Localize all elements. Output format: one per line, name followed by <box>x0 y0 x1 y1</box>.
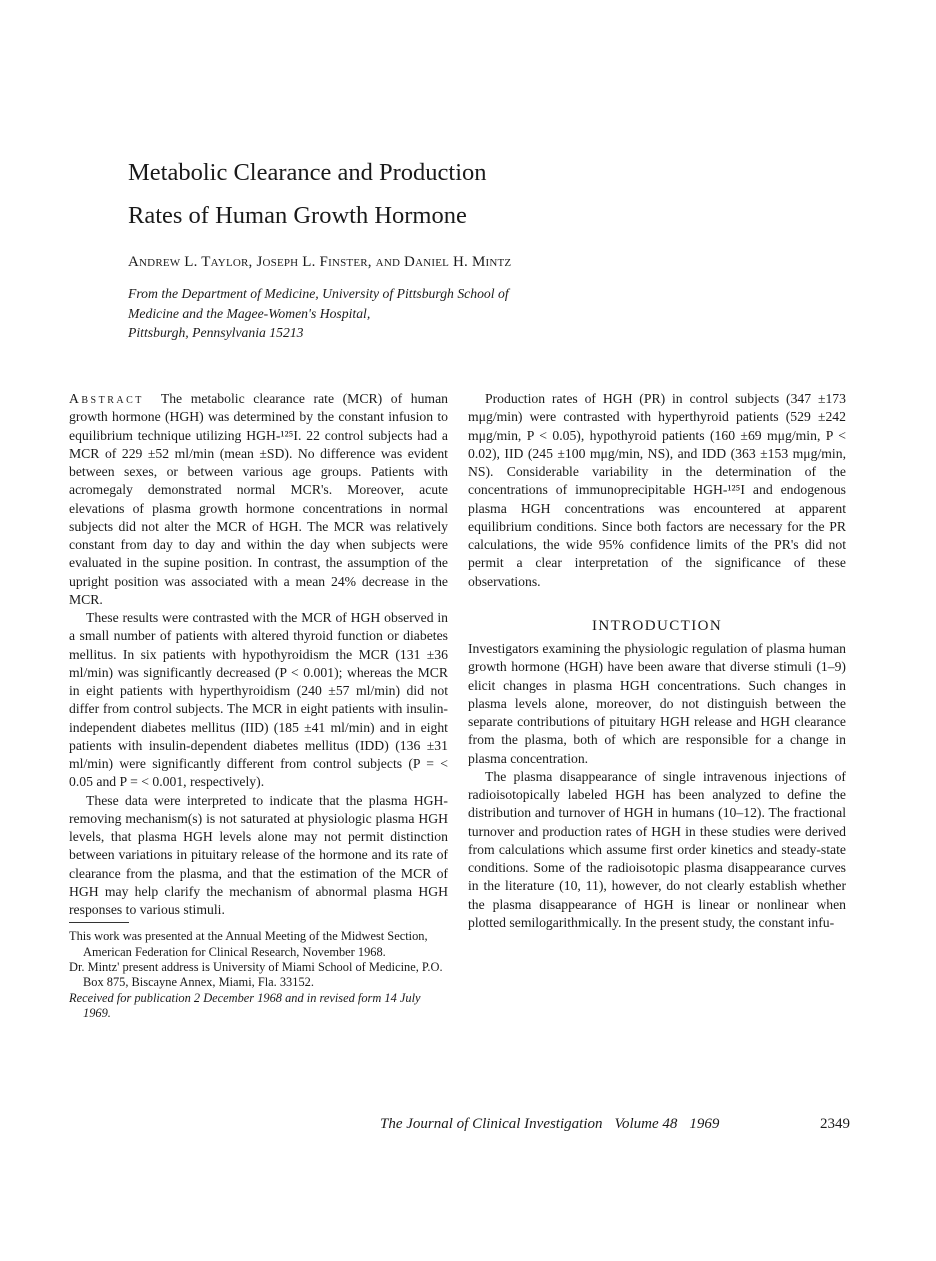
author-list: Andrew L. Taylor, Joseph L. Finster, and Daniel H. Mintz <box>128 254 512 270</box>
introduction-heading: INTRODUCTION <box>591 617 723 634</box>
affiliation <box>128 284 648 343</box>
footnote-address: Dr. Mintz' present address is University of Miami School of Medicine, P.O. Box 875, Biscayne Annex, Miami, Fla. 33152. <box>69 960 443 990</box>
journal-year: 1969 <box>689 1116 720 1132</box>
introduction-paragraph-1: Investigators examining the physiologic regulation of plasma human growth hormone (HGH) have been aware that diverse stimuli (1–9) elicit changes in plasma HGH concentrations. Such changes in plasma levels alone, moreover, do not distinguish between the separate contributions of pituitary HGH release and HGH clearance from the plasma, both of which are responsible for a change in plasma concentration. <box>468 641 846 766</box>
affiliation-line-1: From the Department of Medicine, University of Pittsburgh School of <box>128 286 509 301</box>
affiliation-line-3: Pittsburgh, Pennsylvania 15213 <box>128 325 304 340</box>
left-column <box>69 390 448 1022</box>
page-footer <box>380 1116 850 1133</box>
footnotes <box>69 929 448 1021</box>
footnote-rule <box>69 922 129 923</box>
abstract-paragraph-2: These results were contrasted with the MCR of HGH observed in a small number of patients with altered thyroid function or diabetes mellitus. In six patients with hypothyroidism the MCR (131 ±36 ml/min) was significantly decreased (P < 0.001); whereas the MCR in eight patients with hyperthyroidism (240 ±57 ml/min) did not differ from control subjects. The MCR in eight patients with insulin-independent diabetes mellitus (IID) (185 ±41 ml/min) and in eight patients with insulin-dependent diabetes mellitus (IDD) (136 ±31 ml/min) were significantly different from control subjects (P = < 0.05 and P = < 0.001, respectively). <box>69 610 448 790</box>
article-title <box>128 151 728 237</box>
abstract-p1-text: The metabolic clearance rate (MCR) of human growth hormone (HGH) was determined by the constant infusion to equilibrium technique utilizing HGH-¹²⁵I. 22 control subjects had a MCR of 229 ±52 ml/min (mean ±SD). No difference was evident between sexes, or between various age groups. Patients with acromegaly demonstrated normal MCR's. Moreover, acute elevations of plasma growth hormone concentrations in normal subjects did not alter the MCR of HGH. The MCR was relatively constant from day to day and within the day when subjects were evaluated in the supine position. In contrast, the assumption of the upright position was associated with a mean 24% decrease in the MCR. <box>69 391 448 607</box>
journal-name: The Journal of Clinical Investigation <box>380 1116 603 1132</box>
abstract-paragraph-4: Production rates of HGH (PR) in control subjects (347 ±173 mμg/min) were contrasted with hyperthyroid patients (529 ±242 mμg/min, P < 0.05), hypothyroid patients (160 ±69 mμg/min, P < 0.02), IID (245 ±100 mμg/min, NS), and IDD (363 ±153 mμg/min, NS). Considerable variability in the determination of the concentrations of immunoprecipitable HGH-¹²⁵I and endogenous plasma HGH concentrations was encountered at apparent equilibrium conditions. Since both factors are necessary for the PR calculations, the wide 95% confidence limits of the PR's did not permit a clear interpretation of the significance of these observations. <box>468 391 846 589</box>
introduction-paragraph-2: The plasma disappearance of single intravenous injections of radioisotopically labeled HGH has been analyzed to define the distribution and turnover of HGH in humans (10–12). The fractional turnover and production rates of HGH in these studies were derived from calculations which assume first order kinetics and steady-state conditions. Some of the radioisotopic plasma disappearance curves in the literature (10, 11), however, do not clearly establish whether the plasma disappearance of HGH is linear or nonlinear when plotted semilogarithmically. In the present study, the constant infu- <box>468 768 846 930</box>
abstract-paragraph-3: These data were interpreted to indicate that the plasma HGH-removing mechanism(s) is not saturated at physiologic plasma HGH levels, that plasma HGH levels alone may not permit distinction between variations in pituitary release of the hormone and its rate of clearance from the plasma, and that the estimation of the MCR of HGH may help clarify the mechanism of abnormal plasma HGH responses to various stimuli. <box>69 792 448 917</box>
page-number: 2349 <box>820 1116 850 1132</box>
abstract-label: Abstract <box>69 391 144 406</box>
right-column <box>468 390 846 932</box>
footnote-presentation: This work was presented at the Annual Meeting of the Midwest Section, American Federation for Clinical Research, November 1968. <box>69 929 428 959</box>
title-line-2: Rates of Human Growth Hormone <box>128 202 467 229</box>
abstract-paragraph-1 <box>69 390 448 609</box>
title-line-1: Metabolic Clearance and Production <box>128 159 487 186</box>
affiliation-line-2: Medicine and the Magee-Women's Hospital, <box>128 305 371 321</box>
footnote-received: Received for publication 2 December 1968 and in revised form 14 July 1969. <box>69 990 421 1021</box>
journal-volume: Volume 48 <box>614 1116 678 1132</box>
